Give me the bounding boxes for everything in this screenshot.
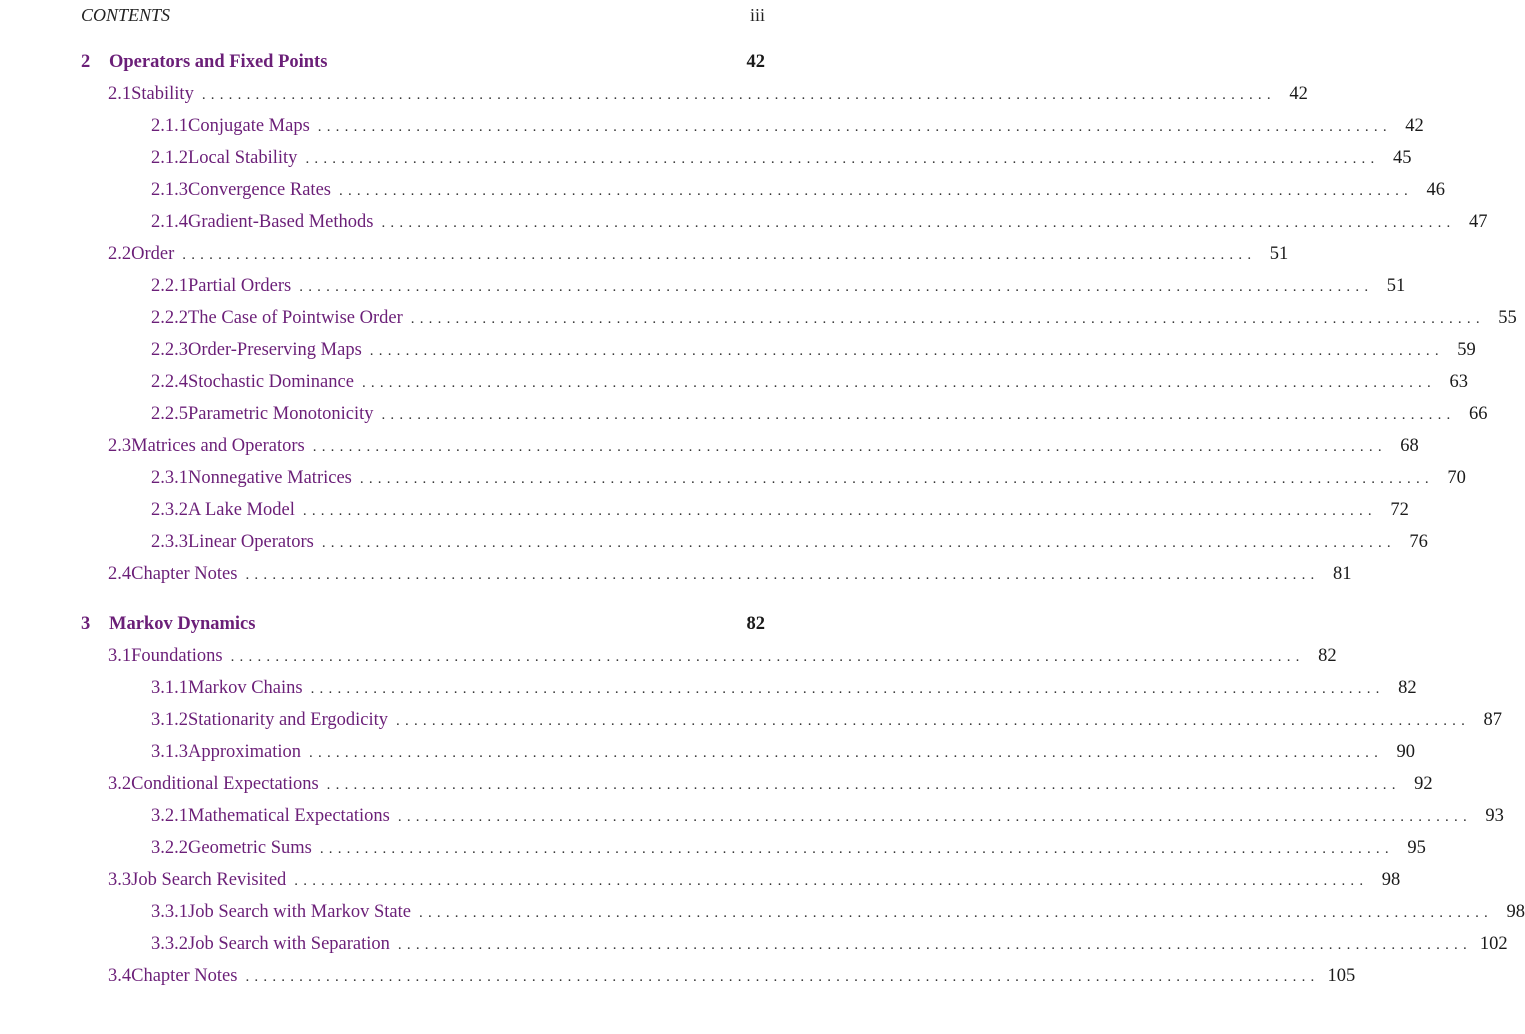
toc-section-entry[interactable] <box>0 84 1308 110</box>
toc-entry-page[interactable]: 87 <box>1483 710 1503 730</box>
dot-leader: ........................................................................................................................ <box>201 87 1276 103</box>
toc-entry-title[interactable]: Order-Preserving Maps <box>188 340 362 360</box>
toc-entry-page[interactable]: 82 <box>746 614 765 634</box>
toc-entry-number: 2.1.4 <box>151 212 188 232</box>
toc-subsection-entry[interactable] <box>0 116 1424 142</box>
toc-entry-number: 3.1 <box>108 646 132 666</box>
toc-entry-page[interactable]: 66 <box>1468 404 1488 424</box>
toc-entry-title[interactable]: Job Search with Markov State <box>188 902 411 922</box>
dot-leader: ........................................................................................................................ <box>396 713 1471 729</box>
dot-leader: ........................................................................................................................ <box>369 343 1444 359</box>
toc-subsection-entry[interactable] <box>0 532 1428 558</box>
toc-entry-title[interactable]: Geometric Sums <box>188 838 312 858</box>
toc-entry-page[interactable]: 82 <box>1318 646 1337 666</box>
toc-entry-page[interactable]: 70 <box>1447 468 1466 488</box>
toc-section-entry[interactable] <box>0 774 1433 800</box>
toc-entry-number: 2.2.5 <box>151 404 188 424</box>
toc-entry-number: 2.2.3 <box>151 340 188 360</box>
toc-entry-page[interactable]: 42 <box>1289 84 1308 104</box>
toc-subsection-entry[interactable] <box>0 742 1416 768</box>
toc-entry-title[interactable]: Order <box>131 244 175 264</box>
dot-leader: ........................................................................................................................ <box>339 183 1413 199</box>
toc-entry-number: 3.4 <box>108 966 132 986</box>
toc-entry-title[interactable]: Conditional Expectations <box>131 774 319 794</box>
toc-entry-number: 3.3.2 <box>151 934 188 954</box>
toc-subsection-entry[interactable] <box>0 500 1409 526</box>
toc-subsection-entry[interactable] <box>0 468 1466 494</box>
toc-subsection-entry[interactable] <box>0 372 1468 398</box>
toc-entry-number: 3.2.2 <box>151 838 188 858</box>
toc-subsection-entry[interactable] <box>0 148 1412 174</box>
toc-entry-number: 2.2 <box>108 244 132 264</box>
toc-entry-title[interactable]: Chapter Notes <box>131 966 238 986</box>
toc-entry-page[interactable]: 45 <box>1392 148 1412 168</box>
toc-section-entry[interactable] <box>0 870 1401 896</box>
toc-entry-page[interactable]: 81 <box>1332 564 1352 584</box>
toc-entry-number: 2 <box>81 52 91 72</box>
toc-entry-number: 2.3.3 <box>151 532 188 552</box>
toc-entry-title[interactable]: Markov Dynamics <box>109 614 256 634</box>
dot-leader: ........................................................................................................................ <box>310 681 1385 697</box>
toc-entry-page[interactable]: 46 <box>1426 180 1445 200</box>
toc-entry-page[interactable]: 76 <box>1409 532 1428 552</box>
toc-subsection-entry[interactable] <box>0 212 1488 238</box>
toc-subsection-entry[interactable] <box>0 340 1476 366</box>
toc-entry-page[interactable]: 102 <box>1479 934 1508 954</box>
toc-entry-title[interactable]: Linear Operators <box>188 532 314 552</box>
toc-entry-title[interactable]: Nonnegative Matrices <box>188 468 352 488</box>
toc-entry-title[interactable]: A Lake Model <box>188 500 295 520</box>
toc-entry-title[interactable]: Chapter Notes <box>131 564 238 584</box>
toc-entry-number: 2.2.2 <box>151 308 188 328</box>
toc-entry-page[interactable]: 93 <box>1485 806 1504 826</box>
toc-entry-title[interactable]: Operators and Fixed Points <box>109 52 328 72</box>
toc-entry-page[interactable]: 51 <box>1269 244 1289 264</box>
toc-entry-number: 3.3 <box>108 870 132 890</box>
toc-entry-number: 2.3.2 <box>151 500 188 520</box>
dot-leader: ........................................................................................................................ <box>397 937 1472 953</box>
dot-leader: ........................................................................................................................ <box>410 311 1485 327</box>
toc-entry-title[interactable]: Stationarity and Ergodicity <box>188 710 389 730</box>
dot-leader: ........................................................................................................................ <box>319 841 1394 857</box>
toc-entry-title[interactable]: Job Search Revisited <box>131 870 287 890</box>
toc-entry-page[interactable]: 98 <box>1506 902 1525 922</box>
dot-leader: ........................................................................................................................ <box>419 905 1493 921</box>
toc-entry-number: 2.1 <box>108 84 132 104</box>
dot-leader: ........................................................................................................................ <box>245 567 1320 583</box>
page-number: iii <box>749 5 765 25</box>
toc-entry-number: 3.2 <box>108 774 132 794</box>
toc-entry-title[interactable]: Local Stability <box>188 148 298 168</box>
toc-section-entry[interactable] <box>0 244 1289 270</box>
toc-entry-number: 2.3.1 <box>151 468 188 488</box>
toc-entry-page[interactable]: 63 <box>1449 372 1468 392</box>
toc-section-entry[interactable] <box>0 436 1419 462</box>
toc-entry-number: 2.2.1 <box>151 276 188 296</box>
toc-subsection-entry[interactable] <box>0 276 1406 302</box>
toc-entry-page[interactable]: 51 <box>1386 276 1406 296</box>
toc-chapter-entry[interactable] <box>0 614 861 640</box>
toc-chapter-entry[interactable] <box>0 52 861 78</box>
toc-entry-number: 3 <box>81 614 91 634</box>
toc-entry-number: 3.2.1 <box>151 806 188 826</box>
toc-subsection-entry[interactable] <box>0 404 1488 430</box>
toc-subsection-entry[interactable] <box>0 902 1525 928</box>
toc-subsection-entry[interactable] <box>0 710 1503 736</box>
toc-entry-title[interactable]: Stability <box>131 84 194 104</box>
toc-entry-title[interactable]: Markov Chains <box>188 678 303 698</box>
toc-entry-number: 2.1.2 <box>151 148 188 168</box>
toc-entry-number: 2.2.4 <box>151 372 188 392</box>
toc-subsection-entry[interactable] <box>0 806 1504 832</box>
toc-subsection-entry[interactable] <box>0 678 1417 704</box>
dot-leader: ........................................................................................................................ <box>381 407 1456 423</box>
dot-leader: ........................................................................................................................ <box>245 969 1320 985</box>
toc-entry-number: 2.4 <box>108 564 132 584</box>
toc-subsection-entry[interactable] <box>0 308 1517 334</box>
toc-entry-title[interactable]: Foundations <box>131 646 223 666</box>
toc-entry-title[interactable]: The Case of Pointwise Order <box>188 308 403 328</box>
toc-entry-page[interactable]: 82 <box>1398 678 1417 698</box>
toc-entry-title[interactable]: Job Search with Separation <box>188 934 390 954</box>
dot-leader: ........................................................................................................................ <box>299 279 1374 295</box>
toc-entry-title[interactable]: Conjugate Maps <box>188 116 310 136</box>
dot-leader: ........................................................................................................................ <box>321 535 1396 551</box>
dot-leader: ........................................................................................................................ <box>305 151 1380 167</box>
toc-entry-page[interactable]: 92 <box>1414 774 1433 794</box>
toc-subsection-entry[interactable] <box>0 180 1445 206</box>
toc-entry-page[interactable]: 42 <box>1405 116 1424 136</box>
toc-entry-page[interactable]: 72 <box>1390 500 1409 520</box>
page-header <box>0 0 861 34</box>
toc-entry-page[interactable]: 68 <box>1400 436 1419 456</box>
toc-section-entry[interactable] <box>0 564 1352 590</box>
toc-entry-title[interactable]: Mathematical Expectations <box>188 806 390 826</box>
toc-entry-number: 3.1.3 <box>151 742 188 762</box>
toc-entry-page[interactable]: 47 <box>1468 212 1488 232</box>
dot-leader: ........................................................................................................................ <box>359 471 1434 487</box>
toc-entry-page[interactable]: 95 <box>1407 838 1426 858</box>
toc-entry-number: 2.3 <box>108 436 132 456</box>
toc-entry-page[interactable]: 59 <box>1457 340 1476 360</box>
toc-entry-number: 2.1.1 <box>151 116 188 136</box>
dot-leader: ........................................................................................................................ <box>312 439 1387 455</box>
toc-entry-title[interactable]: Convergence Rates <box>188 180 331 200</box>
toc-entry-page[interactable]: 98 <box>1381 870 1401 890</box>
dot-leader: ........................................................................................................................ <box>182 247 1257 263</box>
dot-leader: ........................................................................................................................ <box>361 375 1436 391</box>
dot-leader: ........................................................................................................................ <box>294 873 1369 889</box>
dot-leader: ........................................................................................................................ <box>317 119 1392 135</box>
toc-section-entry[interactable] <box>0 966 1356 992</box>
toc-entry-page[interactable]: 105 <box>1327 966 1356 986</box>
dot-leader: ........................................................................................................................ <box>326 777 1401 793</box>
toc-entry-page[interactable]: 42 <box>746 52 765 72</box>
toc-entry-number: 3.1.1 <box>151 678 188 698</box>
toc-entry-title[interactable]: Stochastic Dominance <box>188 372 354 392</box>
toc-entry-title[interactable]: Parametric Monotonicity <box>188 404 374 424</box>
toc-subsection-entry[interactable] <box>0 838 1426 864</box>
running-head: CONTENTS <box>81 5 171 25</box>
toc-entry-title[interactable]: Gradient-Based Methods <box>188 212 374 232</box>
dot-leader: ........................................................................................................................ <box>397 809 1472 825</box>
toc-entry-title[interactable]: Matrices and Operators <box>131 436 305 456</box>
toc-entry-page[interactable]: 90 <box>1396 742 1416 762</box>
toc-entry-page[interactable]: 55 <box>1498 308 1517 328</box>
dot-leader: ........................................................................................................................ <box>230 649 1305 665</box>
dot-leader: ........................................................................................................................ <box>309 745 1384 761</box>
toc-entry-title[interactable]: Partial Orders <box>188 276 292 296</box>
dot-leader: ........................................................................................................................ <box>302 503 1377 519</box>
toc-section-entry[interactable] <box>0 646 1337 672</box>
toc-subsection-entry[interactable] <box>0 934 1508 960</box>
toc-entry-number: 3.1.2 <box>151 710 188 730</box>
toc-entry-number: 2.1.3 <box>151 180 188 200</box>
dot-leader: ........................................................................................................................ <box>381 215 1456 231</box>
toc-entry-number: 3.3.1 <box>151 902 188 922</box>
toc-entry-title[interactable]: Approximation <box>188 742 302 762</box>
